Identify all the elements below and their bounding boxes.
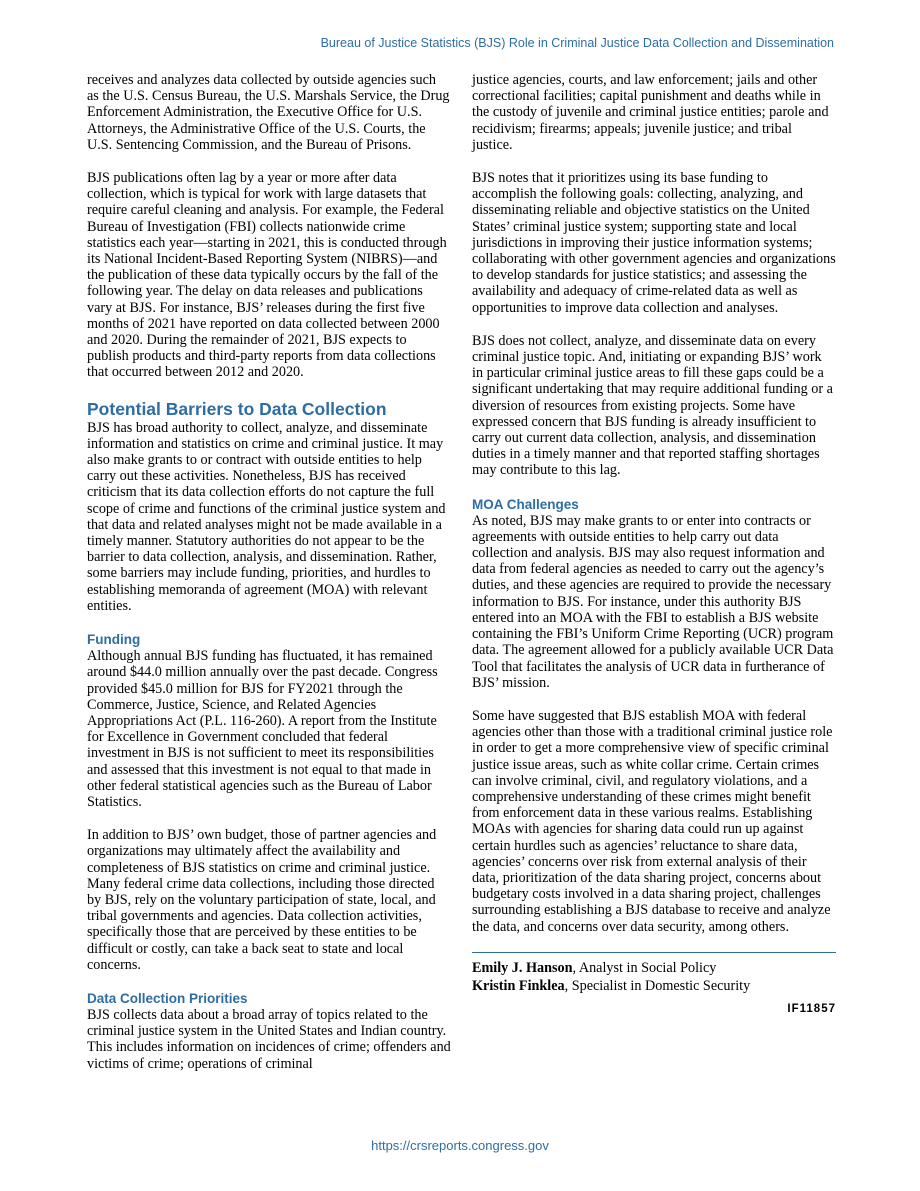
author-name: Kristin Finklea	[472, 977, 565, 994]
left-column	[87, 72, 451, 1089]
paragraph: BJS publications often lag by a year or more after data collection, which is typical for work with large datasets that require careful cleaning and analysis. For example, the Federal Bureau of Investigation (FBI) collects nationwide crime statistics each year—starting in 2021, this is conducted through its National Incident-Based Reporting System (NIBRS)—and the publication of these data typically occurs by the fall of the following year. The delay on data releases and publications vary at BJS. For instance, BJS’ releases during the first five months of 2021 have reported on data collected between 2000 and 2020. During the remainder of 2021, BJS expects to publish products and third-party reports from data collections that occurred between 2012 and 2020.	[87, 170, 447, 381]
paragraph: BJS has broad authority to collect, analyze, and disseminate information and statistics on crime and criminal justice. It may also make grants to or contract with outside entities to help carry out these activities. Nonetheless, BJS has received criticism that its data collection efforts do not capture the full scope of crime and functions of the criminal justice system and that data and related analyses might not be made available in a timely manner. Statutory authorities do not appear to be the barrier to data collection, analysis, and dissemination. Rather, some barriers may include funding, priorities, and hurdles to establishing memoranda of agreement (MOA) with relevant entities.	[87, 419, 446, 614]
author-block	[472, 952, 836, 995]
paragraph: BJS notes that it prioritizes using its base funding to accomplish the following goals: collecting, analyzing, and disseminating reliable and objective statistics on the United States’ criminal justice system; supporting state and local jurisdictions in improving their justice information systems; collaborating with other government agencies and organizations to develop standards for justice statistics; and assessing the availability and adequacy of crime-related data as well as opportunities to improve data collection and analyses.	[472, 170, 836, 316]
author-line	[472, 977, 836, 995]
subheading-funding: Funding	[87, 632, 141, 648]
author-line	[472, 959, 836, 977]
paragraph: justice agencies, courts, and law enforcement; jails and other correctional facilities; capital punishment and deaths while in the custody of juvenile and criminal justice entities; parole and recidivism; firearms; appeals; juvenile justice; and tribal justice.	[472, 72, 829, 153]
subheading-priorities: Data Collection Priorities	[87, 990, 248, 1006]
section-heading-barriers: Potential Barriers to Data Collection	[87, 398, 387, 419]
paragraph: Although annual BJS funding has fluctuated, it has remained around $44.0 million annually over the past decade. Congress provided $45.0 million for BJS for FY2021 through the Commerce, Justice, Science, and Related Agencies Appropriations Act (P.L. 116-260). A report from the Institute for Excellence in Government concluded that federal investment in BJS is not sufficient to meet its responsibilities and assessed that this investment is not equal to that made in other federal statistical agencies such as the Bureau of Labor Statistics.	[87, 648, 438, 810]
footer-link[interactable]: https://crsreports.congress.gov	[371, 1138, 549, 1153]
paragraph: receives and analyzes data collected by outside agencies such as the U.S. Census Bureau, the U.S. Marshals Service, the Drug Enforcement Administration, the Executive Office for U.S. Attorneys, the Administrative Office of the U.S. Courts, the U.S. Sentencing Commission, and the Bureau of Prisons.	[87, 72, 450, 153]
report-id: IF11857	[787, 1002, 836, 1015]
paragraph: As noted, BJS may make grants to or enter into contracts or agreements with outside entities to help carry out data collection and analysis. BJS may also request information and data from federal agencies as needed to carry out the agency’s duties, and these agencies are required to provide the necessary information to BJS. For instance, under this authority BJS entered into an MOA with the FBI to establish a BJS website containing the FBI’s Uniform Crime Reporting (UCR) program data. The agreement allowed for a publicly available UCR Data Tool that facilitates the analysis of UCR data in furtherance of BJS’ mission.	[472, 512, 834, 691]
paragraph: Some have suggested that BJS establish MOA with federal agencies other than those with a traditional criminal justice role in order to get a more comprehensive view of specific criminal justice issue areas, such as white collar crime. Certain crimes can involve criminal, civil, and regulatory violations, and a comprehensive understanding of these crimes might benefit from enforcement data in these various realms. Establishing MOAs with agencies for sharing data could run up against certain hurdles such as agencies’ reluctance to share data, agencies’ concerns over risk from external analysis of their data, prioritization of the data sharing project, concerns about budgetary costs involved in a data sharing project, challenges surrounding establishing a BJS database to receive and analyze the data, and concerns over data security, among others.	[472, 707, 833, 935]
paragraph: In addition to BJS’ own budget, those of partner agencies and organizations may ultimately affect the availability and completeness of BJS statistics on crime and criminal justice. Many federal crime data collections, including those directed by BJS, rely on the voluntary participation of state, local, and tribal governments and agencies. Data collection activities, specifically those that are perceived by these entities to be difficult or costly, can take a back seat to state and local concerns.	[87, 827, 437, 973]
paragraph: BJS collects data about a broad array of topics related to the criminal justice system in the United States and Indian country. This includes information on incidences of crime; offenders and victims of crime; operations of criminal	[87, 1006, 451, 1072]
subheading-moa: MOA Challenges	[472, 496, 579, 512]
author-name: Emily J. Hanson	[472, 959, 573, 976]
right-column	[472, 72, 836, 1015]
author-title: , Specialist in Domestic Security	[564, 977, 751, 994]
running-header-title: Bureau of Justice Statistics (BJS) Role in Criminal Justice Data Collection and Dissemination	[320, 36, 834, 50]
author-title: , Analyst in Social Policy	[572, 959, 717, 976]
paragraph: BJS does not collect, analyze, and disseminate data on every criminal justice topic. And, initiating or expanding BJS’ work in particular criminal justice areas to fill these gaps could be a significant undertaking that may require additional funding or a diversion of resources from existing projects. Some have expressed concern that BJS funding is already insufficient to carry out current data collection, analysis, and dissemination duties in a timely manner and that reported staffing shortages may contribute to this lag.	[472, 332, 833, 479]
